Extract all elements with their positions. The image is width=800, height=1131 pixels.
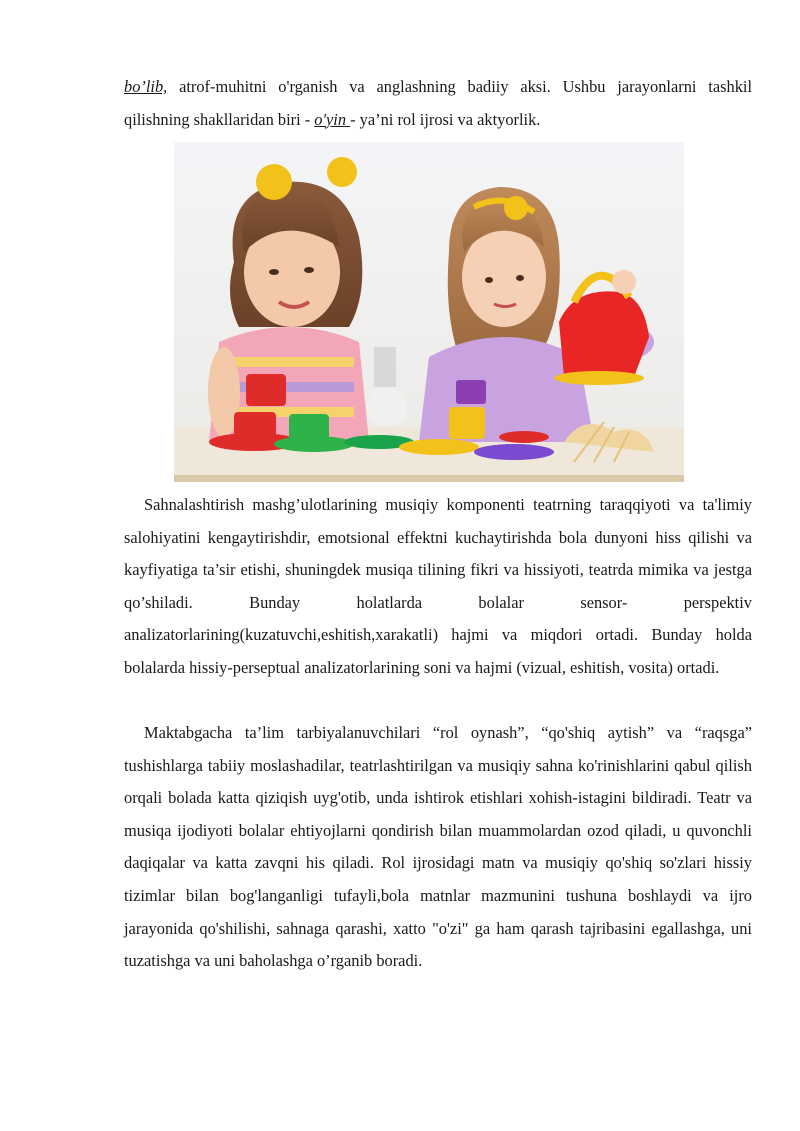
- intro-text-a: atrof-muhitni o'rganish va anglashning badiiy aksi. Ushbu jarayonlarni tashkil qilishning shakllaridan biri -: [124, 77, 752, 129]
- lead-word: bo’lib,: [124, 77, 168, 96]
- oyin-term: o'yin: [314, 109, 351, 129]
- photo-illustration: [174, 142, 684, 482]
- paragraph-music-component: Sahnalashtirish mashg’ulotlarining musiqiy komponenti teatrning taraqqiyoti va ta'limiy salohiyatini kengaytirishdir, emotsional effektni kuchaytirishda bola dunyoni hiss qilishi va kayfiyatiga ta’sir etishi, shuningdek musiqa tilining fikri va hissiyoti, teatrda mimika va jestga qo’shiladi. Bunday holatlarda bolalar sensor- perspektiv analizatorlarining(kuzatuvchi,eshitish,xarakatli) hajmi va miqdori ortadi. Bunday holda bolalarda hissiy-perseptual analizatorlarining soni va hajmi (vizual, eshitish, vosita) ortadi.: [124, 495, 752, 677]
- paragraph-preschool-roles: Maktabgacha ta’lim tarbiyalanuvchilari “rol oynash”, “qo'shiq aytish” va “raqsga” tushishlarga tabiiy moslashadilar, teatrlashtirilgan va musiqiy sahna ko'rinishlarini qabul qilish orqali bolada katta qiziqish uyg'otib, unda ishtirok etishlari xohish-istagini bildiradi. Teatr va musiqa ijodiyoti bolalar ehtiyojlarni qondirish bilan muammolardan ozod qiladi, u quvonchli daqiqalar va katta zavqni his qiladi. Rol ijrosidagi matn va musiqiy qo'shiq so'zlari hissiy tizimlar bilan bog'langanligi tufayli,bola matnlar mazmunini tushuna boshlaydi va ijro jarayonida qo'shilishi, sahnaga qarashi, xatto "o'zi" ga ham qarash tajribasini egallashga, uni tuzatishga va uni baholashga o’rganib boradi.: [124, 723, 752, 971]
- intro-text-b: - ya’ni rol ijrosi va aktyorlik.: [350, 109, 541, 129]
- children-playing-photo: [174, 142, 684, 482]
- intro-paragraph: [124, 71, 752, 136]
